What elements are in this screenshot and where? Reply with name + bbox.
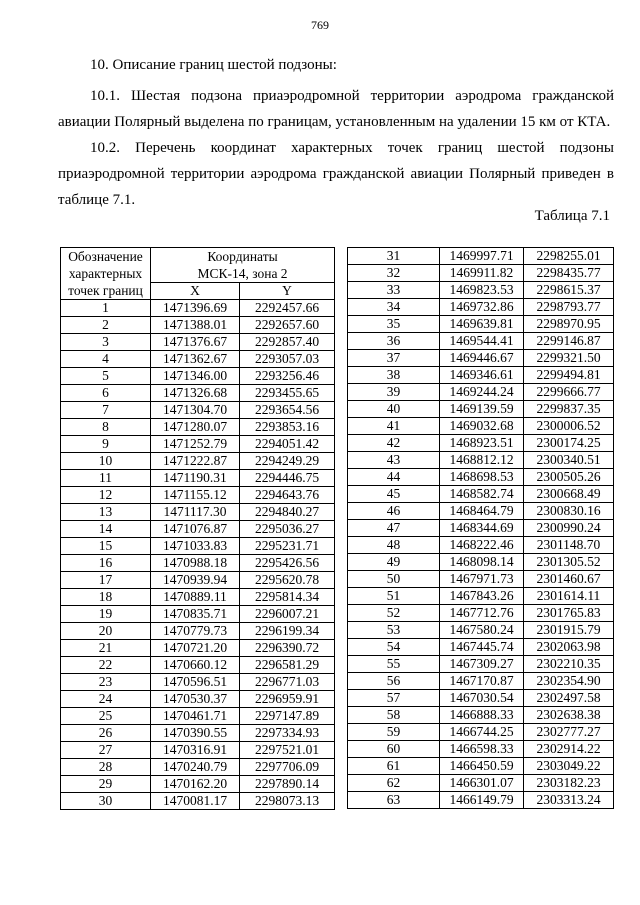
x-coordinate-cell: 1470162.20 xyxy=(151,776,240,793)
table-row xyxy=(348,367,614,384)
table-row xyxy=(61,572,335,589)
point-number-cell: 55 xyxy=(348,656,440,673)
table-row xyxy=(61,504,335,521)
x-coordinate-cell: 1467971.73 xyxy=(440,571,524,588)
y-coordinate-cell: 2296007.21 xyxy=(240,606,335,623)
table-row xyxy=(348,418,614,435)
y-coordinate-cell: 2294446.75 xyxy=(240,470,335,487)
y-coordinate-cell: 2302354.90 xyxy=(524,673,614,690)
y-header: Y xyxy=(240,283,335,300)
x-coordinate-cell: 1467843.26 xyxy=(440,588,524,605)
y-coordinate-cell: 2294051.42 xyxy=(240,436,335,453)
table-row xyxy=(348,724,614,741)
table-row xyxy=(61,419,335,436)
point-number-cell: 23 xyxy=(61,674,151,691)
table-row xyxy=(61,623,335,640)
table-row xyxy=(61,317,335,334)
y-coordinate-cell: 2303049.22 xyxy=(524,758,614,775)
y-coordinate-cell: 2298970.95 xyxy=(524,316,614,333)
point-number-cell: 35 xyxy=(348,316,440,333)
point-number-cell: 25 xyxy=(61,708,151,725)
x-coordinate-cell: 1469032.68 xyxy=(440,418,524,435)
x-coordinate-cell: 1466301.07 xyxy=(440,775,524,792)
y-coordinate-cell: 2293654.56 xyxy=(240,402,335,419)
x-coordinate-cell: 1469244.24 xyxy=(440,384,524,401)
x-coordinate-cell: 1471396.69 xyxy=(151,300,240,317)
y-coordinate-cell: 2295814.34 xyxy=(240,589,335,606)
point-number-cell: 8 xyxy=(61,419,151,436)
x-coordinate-cell: 1469823.53 xyxy=(440,282,524,299)
point-number-cell: 29 xyxy=(61,776,151,793)
point-number-cell: 14 xyxy=(61,521,151,538)
point-number-cell: 24 xyxy=(61,691,151,708)
y-coordinate-cell: 2294643.76 xyxy=(240,487,335,504)
x-coordinate-cell: 1469446.67 xyxy=(440,350,524,367)
x-coordinate-cell: 1468923.51 xyxy=(440,435,524,452)
table-row xyxy=(61,555,335,572)
y-coordinate-cell: 2293853.16 xyxy=(240,419,335,436)
x-coordinate-cell: 1466888.33 xyxy=(440,707,524,724)
x-coordinate-cell: 1467170.87 xyxy=(440,673,524,690)
y-coordinate-cell: 2300830.16 xyxy=(524,503,614,520)
y-coordinate-cell: 2303313.24 xyxy=(524,792,614,809)
point-number-cell: 43 xyxy=(348,452,440,469)
point-number-cell: 51 xyxy=(348,588,440,605)
point-number-cell: 22 xyxy=(61,657,151,674)
table-row xyxy=(348,588,614,605)
table-row xyxy=(61,725,335,742)
table-row xyxy=(348,316,614,333)
x-coordinate-cell: 1468344.69 xyxy=(440,520,524,537)
y-coordinate-cell: 2297890.14 xyxy=(240,776,335,793)
point-number-cell: 5 xyxy=(61,368,151,385)
y-coordinate-cell: 2294840.27 xyxy=(240,504,335,521)
x-coordinate-cell: 1466598.33 xyxy=(440,741,524,758)
y-coordinate-cell: 2302638.38 xyxy=(524,707,614,724)
table-row xyxy=(348,282,614,299)
point-number-cell: 27 xyxy=(61,742,151,759)
table-row xyxy=(348,486,614,503)
y-coordinate-cell: 2297147.89 xyxy=(240,708,335,725)
point-number-cell: 46 xyxy=(348,503,440,520)
x-coordinate-cell: 1469139.59 xyxy=(440,401,524,418)
point-number-cell: 30 xyxy=(61,793,151,810)
table-row xyxy=(61,368,335,385)
y-coordinate-cell: 2301915.79 xyxy=(524,622,614,639)
y-coordinate-cell: 2295231.71 xyxy=(240,538,335,555)
x-coordinate-cell: 1471280.07 xyxy=(151,419,240,436)
x-coordinate-cell: 1471155.12 xyxy=(151,487,240,504)
table-row xyxy=(61,351,335,368)
point-header xyxy=(61,248,151,300)
table-row xyxy=(61,708,335,725)
table-row xyxy=(61,470,335,487)
table-row xyxy=(348,792,614,809)
point-number-cell: 4 xyxy=(61,351,151,368)
table-row xyxy=(348,299,614,316)
y-coordinate-cell: 2302210.35 xyxy=(524,656,614,673)
table-row xyxy=(348,503,614,520)
y-coordinate-cell: 2292857.40 xyxy=(240,334,335,351)
y-coordinate-cell: 2299321.50 xyxy=(524,350,614,367)
point-number-cell: 48 xyxy=(348,537,440,554)
table-caption: Таблица 7.1 xyxy=(534,208,610,224)
point-number-cell: 1 xyxy=(61,300,151,317)
x-coordinate-cell: 1471117.30 xyxy=(151,504,240,521)
x-coordinate-cell: 1470081.17 xyxy=(151,793,240,810)
page-number: 769 xyxy=(311,18,329,32)
x-coordinate-cell: 1471252.79 xyxy=(151,436,240,453)
x-coordinate-cell: 1470390.55 xyxy=(151,725,240,742)
point-number-cell: 45 xyxy=(348,486,440,503)
point-number-cell: 40 xyxy=(348,401,440,418)
section-heading: 10. Описание границ шестой подзоны: xyxy=(90,57,337,73)
table-row xyxy=(61,776,335,793)
x-coordinate-cell: 1471376.67 xyxy=(151,334,240,351)
table-row xyxy=(61,334,335,351)
table-row xyxy=(61,793,335,810)
x-coordinate-cell: 1467445.74 xyxy=(440,639,524,656)
point-number-cell: 26 xyxy=(61,725,151,742)
table-row xyxy=(348,469,614,486)
x-coordinate-cell: 1467309.27 xyxy=(440,656,524,673)
point-number-cell: 32 xyxy=(348,265,440,282)
point-number-cell: 38 xyxy=(348,367,440,384)
point-number-cell: 28 xyxy=(61,759,151,776)
x-coordinate-cell: 1470316.91 xyxy=(151,742,240,759)
point-number-cell: 47 xyxy=(348,520,440,537)
table-row xyxy=(348,265,614,282)
point-number-cell: 41 xyxy=(348,418,440,435)
point-header-line-2: характерных xyxy=(68,266,143,281)
table-body-right xyxy=(348,248,614,809)
x-coordinate-cell: 1471362.67 xyxy=(151,351,240,368)
coordinates-table-left xyxy=(60,247,335,810)
point-number-cell: 19 xyxy=(61,606,151,623)
y-coordinate-cell: 2298793.77 xyxy=(524,299,614,316)
y-coordinate-cell: 2301460.67 xyxy=(524,571,614,588)
table-row xyxy=(348,384,614,401)
x-coordinate-cell: 1471304.70 xyxy=(151,402,240,419)
point-number-cell: 54 xyxy=(348,639,440,656)
point-number-cell: 50 xyxy=(348,571,440,588)
point-number-cell: 49 xyxy=(348,554,440,571)
y-coordinate-cell: 2299146.87 xyxy=(524,333,614,350)
y-coordinate-cell: 2299494.81 xyxy=(524,367,614,384)
y-coordinate-cell: 2296959.91 xyxy=(240,691,335,708)
table-row xyxy=(61,538,335,555)
y-coordinate-cell: 2300668.49 xyxy=(524,486,614,503)
point-number-cell: 39 xyxy=(348,384,440,401)
x-coordinate-cell: 1470660.12 xyxy=(151,657,240,674)
point-number-cell: 7 xyxy=(61,402,151,419)
table-row xyxy=(348,605,614,622)
point-number-cell: 33 xyxy=(348,282,440,299)
point-number-cell: 9 xyxy=(61,436,151,453)
x-coordinate-cell: 1467580.24 xyxy=(440,622,524,639)
point-number-cell: 21 xyxy=(61,640,151,657)
x-coordinate-cell: 1470779.73 xyxy=(151,623,240,640)
table-row xyxy=(348,741,614,758)
table-row xyxy=(61,402,335,419)
y-coordinate-cell: 2296199.34 xyxy=(240,623,335,640)
x-coordinate-cell: 1469732.86 xyxy=(440,299,524,316)
y-coordinate-cell: 2302063.98 xyxy=(524,639,614,656)
x-coordinate-cell: 1471326.68 xyxy=(151,385,240,402)
y-coordinate-cell: 2300006.52 xyxy=(524,418,614,435)
y-coordinate-cell: 2297521.01 xyxy=(240,742,335,759)
point-number-cell: 20 xyxy=(61,623,151,640)
point-number-cell: 2 xyxy=(61,317,151,334)
point-number-cell: 10 xyxy=(61,453,151,470)
point-number-cell: 53 xyxy=(348,622,440,639)
y-coordinate-cell: 2293057.03 xyxy=(240,351,335,368)
coordinates-table-right xyxy=(347,247,614,809)
y-coordinate-cell: 2300340.51 xyxy=(524,452,614,469)
y-coordinate-cell: 2300990.24 xyxy=(524,520,614,537)
x-coordinate-cell: 1471346.00 xyxy=(151,368,240,385)
point-number-cell: 17 xyxy=(61,572,151,589)
table-row xyxy=(61,385,335,402)
table-row xyxy=(61,606,335,623)
y-coordinate-cell: 2294249.29 xyxy=(240,453,335,470)
y-coordinate-cell: 2302777.27 xyxy=(524,724,614,741)
x-coordinate-cell: 1468812.12 xyxy=(440,452,524,469)
table-row xyxy=(61,691,335,708)
x-coordinate-cell: 1470240.79 xyxy=(151,759,240,776)
y-coordinate-cell: 2299666.77 xyxy=(524,384,614,401)
table-row xyxy=(61,436,335,453)
x-coordinate-cell: 1466149.79 xyxy=(440,792,524,809)
y-coordinate-cell: 2293256.46 xyxy=(240,368,335,385)
table-row xyxy=(61,640,335,657)
y-coordinate-cell: 2301765.83 xyxy=(524,605,614,622)
x-coordinate-cell: 1468222.46 xyxy=(440,537,524,554)
point-number-cell: 36 xyxy=(348,333,440,350)
x-coordinate-cell: 1470596.51 xyxy=(151,674,240,691)
point-number-cell: 37 xyxy=(348,350,440,367)
x-coordinate-cell: 1469997.71 xyxy=(440,248,524,265)
x-coordinate-cell: 1471222.87 xyxy=(151,453,240,470)
y-coordinate-cell: 2295036.27 xyxy=(240,521,335,538)
coords-header-line-2: МСК-14, зона 2 xyxy=(197,266,288,281)
table-row xyxy=(348,401,614,418)
table-row xyxy=(348,537,614,554)
x-coordinate-cell: 1470988.18 xyxy=(151,555,240,572)
point-number-cell: 11 xyxy=(61,470,151,487)
y-coordinate-cell: 2300505.26 xyxy=(524,469,614,486)
point-number-cell: 13 xyxy=(61,504,151,521)
table-row xyxy=(61,487,335,504)
coords-header xyxy=(151,248,335,283)
point-number-cell: 52 xyxy=(348,605,440,622)
x-coordinate-cell: 1470530.37 xyxy=(151,691,240,708)
y-coordinate-cell: 2303182.23 xyxy=(524,775,614,792)
point-number-cell: 42 xyxy=(348,435,440,452)
point-header-line-3: точек границ xyxy=(68,283,143,298)
x-coordinate-cell: 1471033.83 xyxy=(151,538,240,555)
x-coordinate-cell: 1470835.71 xyxy=(151,606,240,623)
table-row xyxy=(348,656,614,673)
table-row xyxy=(348,639,614,656)
point-number-cell: 61 xyxy=(348,758,440,775)
y-coordinate-cell: 2298073.13 xyxy=(240,793,335,810)
point-number-cell: 44 xyxy=(348,469,440,486)
point-number-cell: 63 xyxy=(348,792,440,809)
y-coordinate-cell: 2298255.01 xyxy=(524,248,614,265)
x-coordinate-cell: 1471076.87 xyxy=(151,521,240,538)
table-row xyxy=(348,350,614,367)
point-number-cell: 57 xyxy=(348,690,440,707)
y-coordinate-cell: 2302914.22 xyxy=(524,741,614,758)
x-coordinate-cell: 1466744.25 xyxy=(440,724,524,741)
point-number-cell: 18 xyxy=(61,589,151,606)
table-row xyxy=(61,742,335,759)
x-coordinate-cell: 1470889.11 xyxy=(151,589,240,606)
x-coordinate-cell: 1470721.20 xyxy=(151,640,240,657)
point-number-cell: 6 xyxy=(61,385,151,402)
x-coordinate-cell: 1470939.94 xyxy=(151,572,240,589)
table-row xyxy=(348,435,614,452)
table-row xyxy=(348,673,614,690)
x-coordinate-cell: 1467030.54 xyxy=(440,690,524,707)
paragraph-1: 10.1. Шестая подзона приаэродромной территории аэродрома гражданской авиации Полярный выделена по границам, установленным на удалении 15 км от КТА. xyxy=(58,88,614,130)
table-row xyxy=(348,775,614,792)
paragraph-2: 10.2. Перечень координат характерных точек границ шестой подзоны приаэродромной территории аэродрома гражданской авиации Полярный приведен в таблице 7.1. xyxy=(58,140,614,208)
point-number-cell: 31 xyxy=(348,248,440,265)
table-row xyxy=(348,622,614,639)
table-row xyxy=(348,707,614,724)
y-coordinate-cell: 2300174.25 xyxy=(524,435,614,452)
x-coordinate-cell: 1471190.31 xyxy=(151,470,240,487)
point-number-cell: 62 xyxy=(348,775,440,792)
table-row xyxy=(61,759,335,776)
point-header-line-1: Обозначение xyxy=(68,249,143,264)
point-number-cell: 34 xyxy=(348,299,440,316)
y-coordinate-cell: 2298435.77 xyxy=(524,265,614,282)
x-coordinate-cell: 1471388.01 xyxy=(151,317,240,334)
x-coordinate-cell: 1469346.61 xyxy=(440,367,524,384)
x-coordinate-cell: 1468464.79 xyxy=(440,503,524,520)
point-number-cell: 12 xyxy=(61,487,151,504)
x-coordinate-cell: 1469911.82 xyxy=(440,265,524,282)
point-number-cell: 58 xyxy=(348,707,440,724)
x-coordinate-cell: 1466450.59 xyxy=(440,758,524,775)
table-body-left xyxy=(61,300,335,810)
x-coordinate-cell: 1468698.53 xyxy=(440,469,524,486)
y-coordinate-cell: 2295620.78 xyxy=(240,572,335,589)
table-row xyxy=(348,571,614,588)
x-coordinate-cell: 1468098.14 xyxy=(440,554,524,571)
y-coordinate-cell: 2296390.72 xyxy=(240,640,335,657)
table-row xyxy=(61,453,335,470)
point-number-cell: 16 xyxy=(61,555,151,572)
y-coordinate-cell: 2296771.03 xyxy=(240,674,335,691)
table-row xyxy=(348,520,614,537)
table-row xyxy=(61,300,335,317)
table-row xyxy=(348,333,614,350)
y-coordinate-cell: 2301305.52 xyxy=(524,554,614,571)
y-coordinate-cell: 2299837.35 xyxy=(524,401,614,418)
point-number-cell: 3 xyxy=(61,334,151,351)
y-coordinate-cell: 2293455.65 xyxy=(240,385,335,402)
point-number-cell: 56 xyxy=(348,673,440,690)
x-coordinate-cell: 1467712.76 xyxy=(440,605,524,622)
table-row xyxy=(348,452,614,469)
y-coordinate-cell: 2297334.93 xyxy=(240,725,335,742)
y-coordinate-cell: 2302497.58 xyxy=(524,690,614,707)
x-coordinate-cell: 1469544.41 xyxy=(440,333,524,350)
table-row xyxy=(61,657,335,674)
table-row xyxy=(348,758,614,775)
y-coordinate-cell: 2296581.29 xyxy=(240,657,335,674)
table-row xyxy=(348,248,614,265)
y-coordinate-cell: 2298615.37 xyxy=(524,282,614,299)
point-number-cell: 60 xyxy=(348,741,440,758)
x-coordinate-cell: 1468582.74 xyxy=(440,486,524,503)
point-number-cell: 15 xyxy=(61,538,151,555)
coords-header-line-1: Координаты xyxy=(207,249,278,264)
table-row xyxy=(348,554,614,571)
x-coordinate-cell: 1470461.71 xyxy=(151,708,240,725)
y-coordinate-cell: 2301148.70 xyxy=(524,537,614,554)
point-number-cell: 59 xyxy=(348,724,440,741)
y-coordinate-cell: 2292457.66 xyxy=(240,300,335,317)
table-row xyxy=(61,674,335,691)
y-coordinate-cell: 2301614.11 xyxy=(524,588,614,605)
y-coordinate-cell: 2297706.09 xyxy=(240,759,335,776)
table-row xyxy=(61,589,335,606)
y-coordinate-cell: 2292657.60 xyxy=(240,317,335,334)
table-row xyxy=(348,690,614,707)
y-coordinate-cell: 2295426.56 xyxy=(240,555,335,572)
table-row xyxy=(61,521,335,538)
x-coordinate-cell: 1469639.81 xyxy=(440,316,524,333)
x-header: X xyxy=(151,283,240,300)
